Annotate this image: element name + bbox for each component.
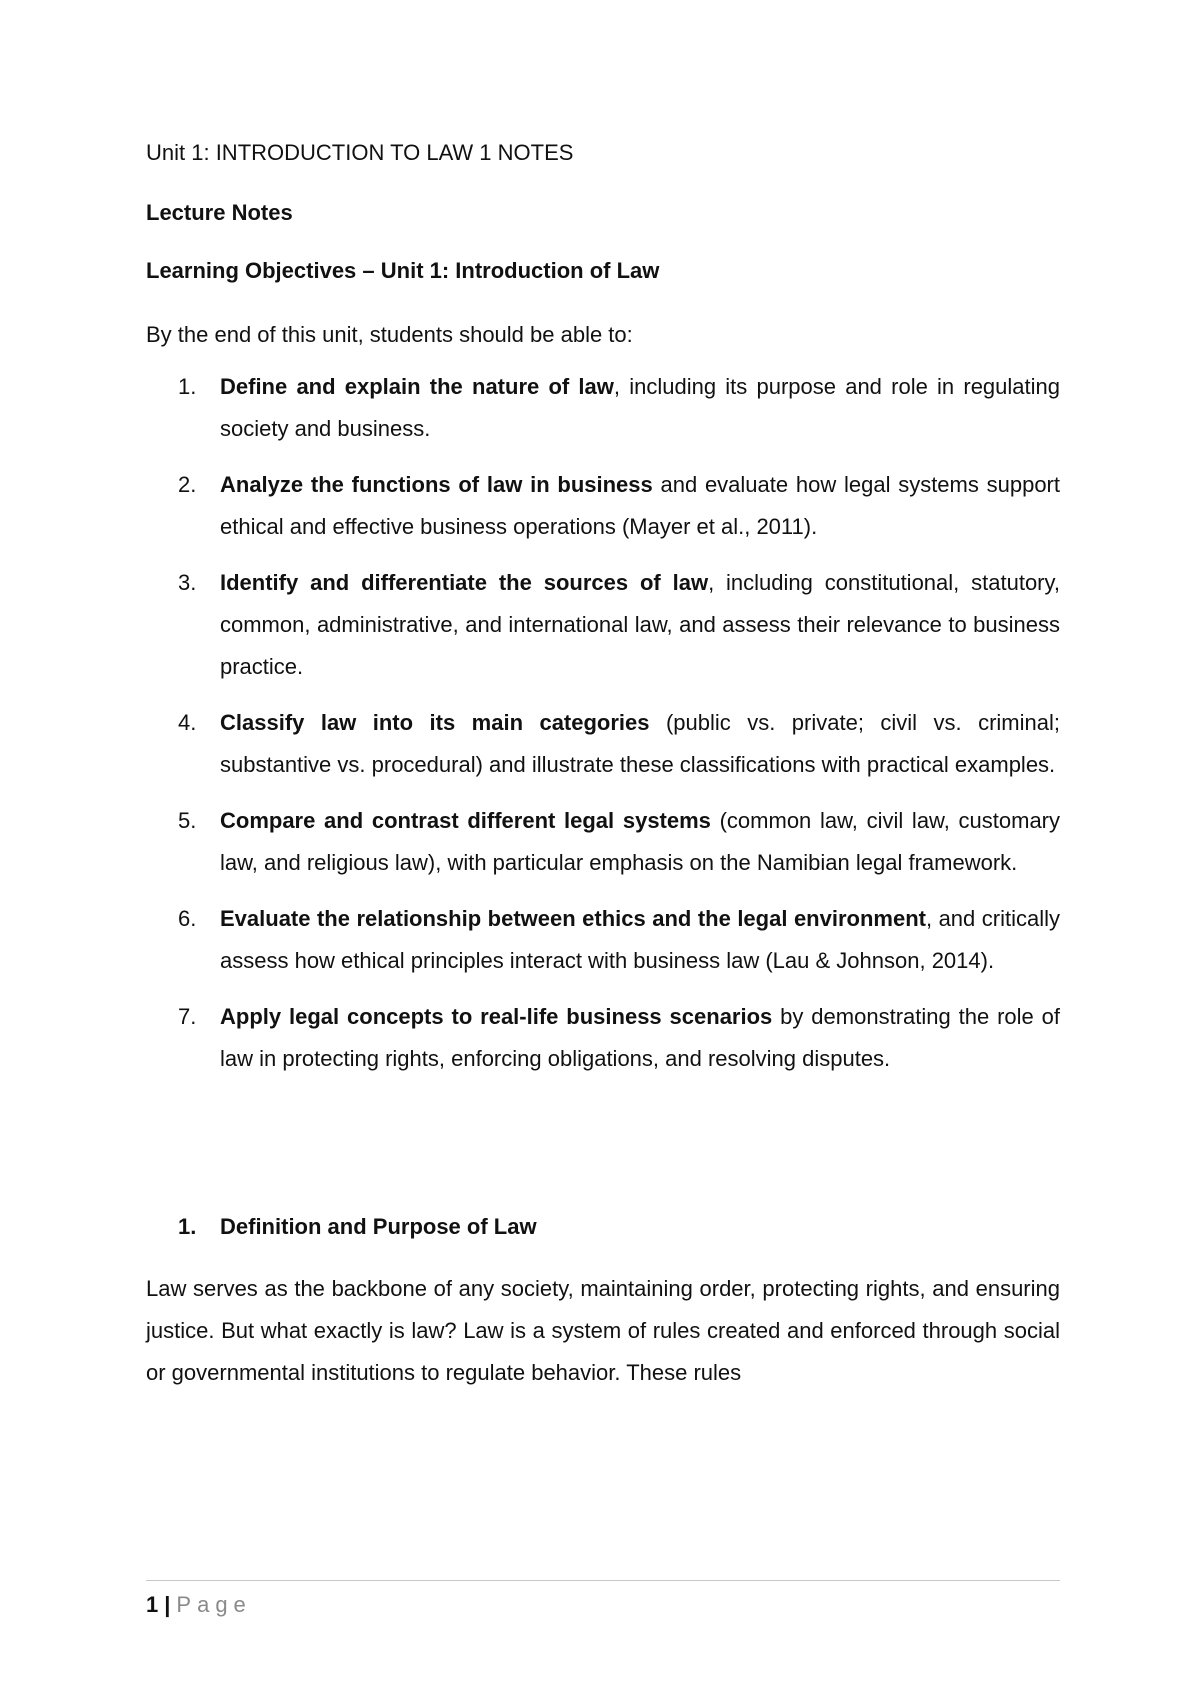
objectives-intro: By the end of this unit, students should be able to:: [146, 322, 633, 347]
footer-divider: [146, 1580, 1060, 1581]
objective-text: by demonstrating the role of law in protecting rights, enforcing obligations, and resolving disputes.: [220, 1004, 1061, 1071]
section-title: Definition and Purpose of Law: [220, 1214, 537, 1239]
objective-text: , including its purpose and role in regulating society and business.: [220, 374, 1060, 441]
lecture-notes-heading: Lecture Notes: [146, 200, 293, 225]
objective-text: (public vs. private; civil vs. criminal; substantive vs. procedural) and illustrate these classifications with practical examples.: [220, 710, 1060, 777]
objective-number: 4.: [178, 710, 197, 735]
objective-text: (common law, civil law, customary law, and religious law), with particular emphasis on the Namibian legal framework.: [220, 808, 1061, 875]
section-heading: [146, 1212, 1060, 1242]
objective-number: 6.: [178, 906, 197, 931]
objective-text: , and critically assess how ethical principles interact with business law (Lau & Johnson, 2014).: [220, 906, 1060, 973]
objective-bold-text: Evaluate the relationship between ethics and the legal environment: [220, 906, 926, 931]
objective-bold-text: Classify law into its main categories: [220, 710, 650, 735]
objective-item: [146, 898, 1060, 982]
page-content: [146, 138, 1060, 1410]
objective-number: 1.: [178, 374, 197, 399]
objective-item: [146, 702, 1060, 786]
objective-bold-text: Apply legal concepts to real-life business scenarios: [220, 1004, 773, 1029]
objective-bold-text: Identify and differentiate the sources of law: [220, 570, 709, 595]
section-spacer: [146, 1094, 1060, 1212]
objective-bold-text: Analyze the functions of law in business: [220, 472, 653, 497]
page-number: 1: [146, 1592, 159, 1617]
document-title: Unit 1: INTRODUCTION TO LAW 1 NOTES: [146, 140, 574, 165]
section-paragraph: Law serves as the backbone of any society, maintaining order, protecting rights, and ensuring justice. But what exactly is law? Law is a system of rules created and enforced through social or governmental institutions to regulate behavior. These rules: [146, 1276, 1060, 1385]
page-footer: [146, 1590, 252, 1620]
objective-number: 7.: [178, 1004, 197, 1029]
objective-number: 3.: [178, 570, 197, 595]
objective-item: [146, 464, 1060, 548]
objective-item: [146, 800, 1060, 884]
objective-item: [146, 366, 1060, 450]
objectives-heading: Learning Objectives – Unit 1: Introduction of Law: [146, 258, 660, 283]
page-label: Page: [176, 1592, 252, 1617]
objective-bold-text: Define and explain the nature of law: [220, 374, 614, 399]
footer-separator: |: [164, 1592, 171, 1617]
objective-number: 5.: [178, 808, 197, 833]
objectives-list: [146, 366, 1060, 1080]
objective-number: 2.: [178, 472, 197, 497]
objective-text: , including constitutional, statutory, common, administrative, and international law, and assess their relevance to business practice.: [220, 570, 1060, 679]
section-number: 1.: [178, 1214, 197, 1239]
objective-text: and evaluate how legal systems support ethical and effective business operations (Mayer et al., 2011).: [220, 472, 1060, 539]
objective-bold-text: Compare and contrast different legal systems: [220, 808, 711, 833]
objective-item: [146, 562, 1060, 688]
objective-item: [146, 996, 1060, 1080]
